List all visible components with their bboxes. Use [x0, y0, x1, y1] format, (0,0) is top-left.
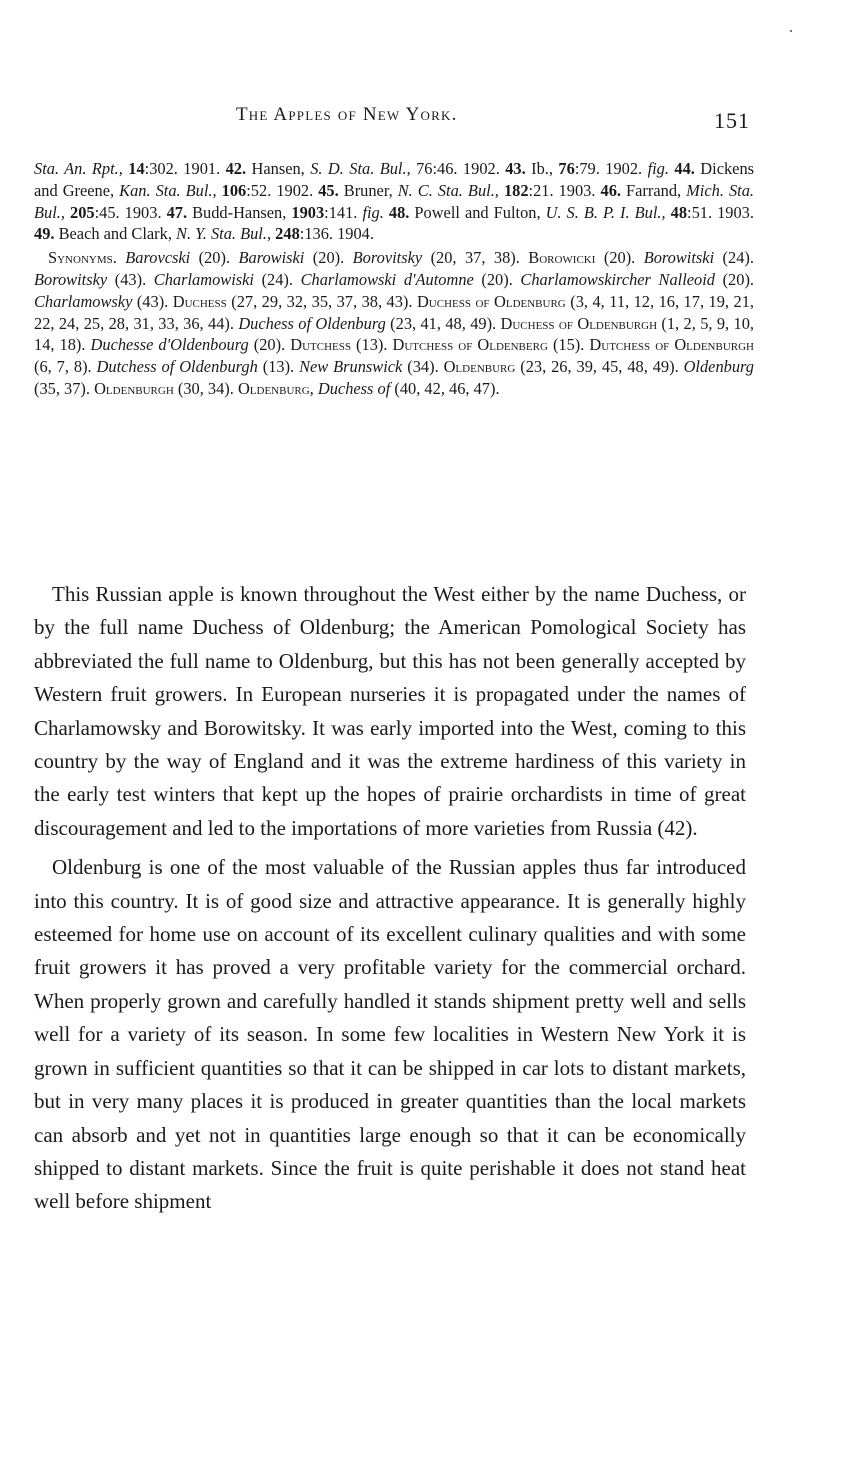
- citations-run: Sta. An. Rpt.,: [34, 159, 123, 178]
- references-block: [34, 158, 754, 400]
- citations-run: :45. 1903.: [94, 202, 167, 222]
- synonyms-run: Dutchess: [290, 335, 351, 355]
- citations-run: U. S. B. P. I. Bul.,: [545, 202, 666, 222]
- synonyms-run: Borowitski: [643, 248, 715, 268]
- synonyms-run: Oldenburg: [683, 357, 755, 377]
- synonyms-run: Charlamowskircher Nalleoid: [520, 269, 715, 289]
- citations-run: :79. 1902.: [574, 159, 648, 178]
- synonyms-run: (43).: [132, 291, 173, 311]
- citations-run: N. C. Sta. Bul.,: [397, 180, 499, 200]
- citations-run: 44.: [674, 159, 695, 178]
- synonyms-run: Synonyms.: [48, 248, 117, 268]
- synonyms-run: (1, 2, 5, 9, 10, 14, 18).: [34, 313, 755, 355]
- synonyms-run: Barovcski: [125, 248, 191, 268]
- citations-run: 42.: [225, 159, 247, 178]
- citations-run: 48: [670, 202, 688, 222]
- synonyms-run: Oldenburgh: [94, 378, 174, 398]
- scan-speck: [790, 30, 792, 32]
- synonyms-run: (35, 37).: [34, 378, 95, 398]
- synonyms-run: Dutchess of Oldenberg: [392, 335, 548, 355]
- synonyms-run: Oldenburg: [443, 357, 516, 377]
- running-title: The Apples of New York.: [236, 104, 458, 125]
- synonyms-run: (15).: [547, 335, 590, 355]
- synonyms-run: (27, 29, 32, 35, 37, 38, 43).: [226, 291, 417, 311]
- synonyms-run: Charlamowski d'Automne: [300, 269, 474, 289]
- citations-run: 45.: [318, 180, 339, 200]
- synonyms-run: (3, 4, 11, 12, 16, 17, 19, 21, 22, 24, 25, 28, 31, 33, 36, 44).: [34, 291, 754, 333]
- citations-run: Budd-Hansen,: [187, 202, 292, 222]
- citations-run: 43.: [505, 159, 526, 178]
- synonyms-run: Borovitsky: [352, 248, 423, 268]
- citations-run: Kan. Sta. Bul.,: [119, 180, 217, 200]
- synonyms-run: (20).: [595, 248, 644, 268]
- synonyms-run: Duchesse d'Oldenbourg: [90, 335, 249, 355]
- citations-run: Ib.,: [525, 159, 559, 178]
- synonyms-run: Duchess of Oldenburgh: [500, 313, 658, 333]
- synonyms-run: (30, 34).: [173, 378, 238, 398]
- citations-run: Farrand,: [621, 180, 687, 200]
- citations-run: fig.: [362, 202, 384, 222]
- synonyms-run: (24).: [714, 248, 754, 268]
- synonyms-run: (34).: [402, 357, 444, 377]
- citations-run: 248: [275, 224, 300, 244]
- synonyms-run: (43).: [107, 269, 154, 289]
- synonyms-run: Duchess of Oldenburg: [416, 291, 566, 311]
- citations-run: 47.: [166, 202, 188, 222]
- citations-run: Mich. Sta. Bul.,: [34, 180, 754, 222]
- synonyms-run: Charlamowiski: [153, 269, 254, 289]
- citation-list: [34, 158, 754, 245]
- citations-run: 14: [128, 159, 145, 178]
- synonyms-run: Duchess: [172, 291, 227, 311]
- citations-run: 76:46. 1902.: [410, 159, 506, 178]
- citations-run: 49.: [34, 224, 55, 244]
- synonyms-run: Duchess of: [317, 378, 391, 398]
- citations-run: :52. 1902.: [246, 180, 319, 200]
- citations-run: Bruner,: [338, 180, 398, 200]
- synonyms-run: (20).: [190, 248, 239, 268]
- page-number: 151: [714, 108, 750, 133]
- synonyms-run: (13).: [257, 357, 300, 377]
- citations-run: 106: [221, 180, 247, 200]
- synonyms-run: (13).: [350, 335, 393, 355]
- synonyms-run: (6, 7, 8).: [34, 357, 97, 377]
- synonyms-run: Barowiski: [238, 248, 305, 268]
- body-text: [34, 578, 746, 1219]
- citations-run: :51. 1903.: [687, 202, 754, 222]
- synonyms-list: [34, 247, 754, 400]
- synonyms-run: (23, 26, 39, 45, 48, 49).: [515, 357, 684, 377]
- citations-run: :302. 1901.: [144, 159, 226, 178]
- synonyms-run: Borowitsky: [34, 269, 108, 289]
- citations-run: 48.: [388, 202, 410, 222]
- synonyms-run: Dutchess of Oldenburgh: [589, 335, 754, 355]
- paragraph-history: This Russian apple is known throughout the West either by the name Duchess, or by the full name Duchess of Oldenburg; the American Pomological Society has abbreviated the full name to Oldenburg, but this has not been generally accepted by Western fruit growers. In European nurseries it is propagated under the names of Charlamowsky and Borowitsky. It was early imported into the West, coming to this country by the way of England and it was the extreme hardiness of this variety in the early test winters that kept up the hopes of prairie orchardists in time of great discouragement and led to the importations of more varieties from Russia (42).: [34, 582, 746, 840]
- synonyms-run: (20, 37, 38).: [422, 248, 529, 268]
- citations-run: :136. 1904.: [299, 224, 374, 244]
- synonyms-run: Charlamowsky: [34, 291, 133, 311]
- citations-run: 1903: [291, 202, 325, 222]
- citations-run: 205: [70, 202, 95, 222]
- synonyms-run: New Brunswick: [299, 357, 403, 377]
- citations-run: :21. 1903.: [528, 180, 601, 200]
- synonyms-run: (20).: [304, 248, 353, 268]
- citations-run: Dickens and Greene,: [34, 159, 755, 200]
- citations-run: 76: [558, 159, 575, 178]
- synonyms-run: Oldenburg,: [237, 378, 314, 398]
- citations-run: fig.: [647, 159, 669, 178]
- synonyms-run: Dutchess of Oldenburgh: [96, 357, 258, 377]
- citations-run: Beach and Clark,: [54, 224, 177, 244]
- citations-run: Powell and Fulton,: [409, 202, 546, 222]
- synonyms-run: Borowicki: [528, 248, 596, 268]
- citations-run: Hansen,: [246, 159, 311, 178]
- synonyms-run: (40, 42, 46, 47).: [390, 378, 500, 398]
- citations-run: 182: [503, 180, 529, 200]
- citations-run: N. Y. Sta. Bul.,: [176, 224, 272, 244]
- citations-run: S. D. Sta. Bul.,: [310, 159, 411, 178]
- synonyms-run: (20).: [715, 269, 755, 289]
- citations-run: 46.: [600, 180, 622, 200]
- synonyms-run: (20).: [473, 269, 521, 289]
- synonyms-run: (23, 41, 48, 49).: [385, 313, 501, 333]
- synonyms-run: Duchess of Oldenburg: [238, 313, 386, 333]
- synonyms-run: (24).: [253, 269, 301, 289]
- paragraph-value: Oldenburg is one of the most valuable of the Russian apples thus far introduced into this country. It is of good size and attractive appearance. It is generally highly esteemed for home use on account of its excellent culinary qualities and with some fruit growers it has proved a very profitable variety for the commercial orchard. When properly grown and carefully handled it stands shipment pretty well and sells well for a variety of its season. In some few localities in Western New York it is grown in sufficient quantities so that it can be shipped in car lots to distant markets, but in very many places it is produced in greater quantities than the local markets can absorb and yet not in quantities large enough so that it can be economically shipped to distant markets. Since the fruit is quite perishable it does not stand heat well before shipment: [34, 855, 746, 1214]
- citations-run: :141.: [324, 202, 363, 222]
- synonyms-run: (20).: [248, 335, 291, 355]
